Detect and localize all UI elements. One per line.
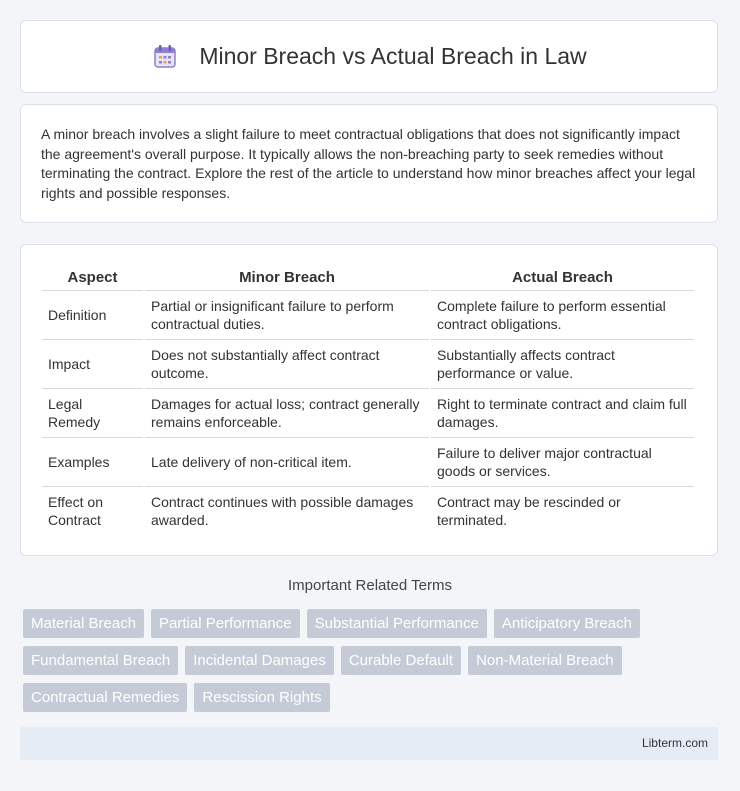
table-header-row bbox=[42, 265, 694, 291]
minor-cell: Does not substantially affect contract outcome. bbox=[145, 340, 429, 389]
comparison-table bbox=[40, 265, 696, 535]
footer bbox=[20, 727, 718, 760]
header-card bbox=[20, 20, 718, 93]
tag-non-material-breach[interactable]: Non-Material Breach bbox=[468, 646, 622, 675]
tag-anticipatory-breach[interactable]: Anticipatory Breach bbox=[494, 609, 640, 638]
intro-card bbox=[20, 104, 718, 223]
table-row bbox=[42, 487, 694, 535]
row-label: Definition bbox=[42, 291, 143, 340]
page-title: Minor Breach vs Actual Breach in Law bbox=[199, 43, 587, 69]
row-label: Impact bbox=[42, 340, 143, 389]
calendar-icon bbox=[151, 43, 179, 71]
minor-cell: Partial or insignificant failure to perform contractual duties. bbox=[145, 291, 429, 340]
actual-cell: Failure to deliver major contractual goods or services. bbox=[431, 438, 694, 487]
tag-contractual-remedies[interactable]: Contractual Remedies bbox=[23, 683, 187, 712]
header-aspect: Aspect bbox=[42, 265, 143, 291]
tag-rescission-rights[interactable]: Rescission Rights bbox=[194, 683, 329, 712]
header-minor-breach: Minor Breach bbox=[145, 265, 429, 291]
table-row bbox=[42, 438, 694, 487]
table-row bbox=[42, 291, 694, 340]
intro-text: A minor breach involves a slight failure to meet contractual obligations that does not significantly impact the agreement's overall purpose. It typically allows the non-breaching party to seek remedies without terminating the contract. Explore the rest of the article to understand how minor breaches affect your legal rights and possible responses. bbox=[41, 126, 696, 201]
actual-cell: Complete failure to perform essential contract obligations. bbox=[431, 291, 694, 340]
comparison-table-card bbox=[20, 244, 718, 556]
minor-cell: Damages for actual loss; contract generally remains enforceable. bbox=[145, 389, 429, 438]
row-label: Examples bbox=[42, 438, 143, 487]
minor-cell: Late delivery of non-critical item. bbox=[145, 438, 429, 487]
actual-cell: Right to terminate contract and claim full damages. bbox=[431, 389, 694, 438]
tag-partial-performance[interactable]: Partial Performance bbox=[151, 609, 300, 638]
footer-site-link[interactable]: Libterm.com bbox=[641, 736, 708, 750]
related-terms-list bbox=[23, 609, 703, 712]
actual-cell: Contract may be rescinded or terminated. bbox=[437, 494, 621, 528]
tag-curable-default[interactable]: Curable Default bbox=[341, 646, 461, 675]
tag-fundamental-breach[interactable]: Fundamental Breach bbox=[23, 646, 178, 675]
row-label: Effect on Contract bbox=[48, 494, 104, 528]
tag-substantial-performance[interactable]: Substantial Performance bbox=[307, 609, 487, 638]
row-label: Legal Remedy bbox=[42, 389, 143, 438]
actual-cell: Substantially affects contract performance or value. bbox=[431, 340, 694, 389]
tag-incidental-damages[interactable]: Incidental Damages bbox=[185, 646, 334, 675]
table-row bbox=[42, 389, 694, 438]
related-terms-title: Important Related Terms bbox=[288, 577, 452, 594]
table-row bbox=[42, 340, 694, 389]
header-actual-breach: Actual Breach bbox=[431, 265, 694, 291]
tag-material-breach[interactable]: Material Breach bbox=[23, 609, 144, 638]
minor-cell: Contract continues with possible damages awarded. bbox=[151, 494, 414, 528]
